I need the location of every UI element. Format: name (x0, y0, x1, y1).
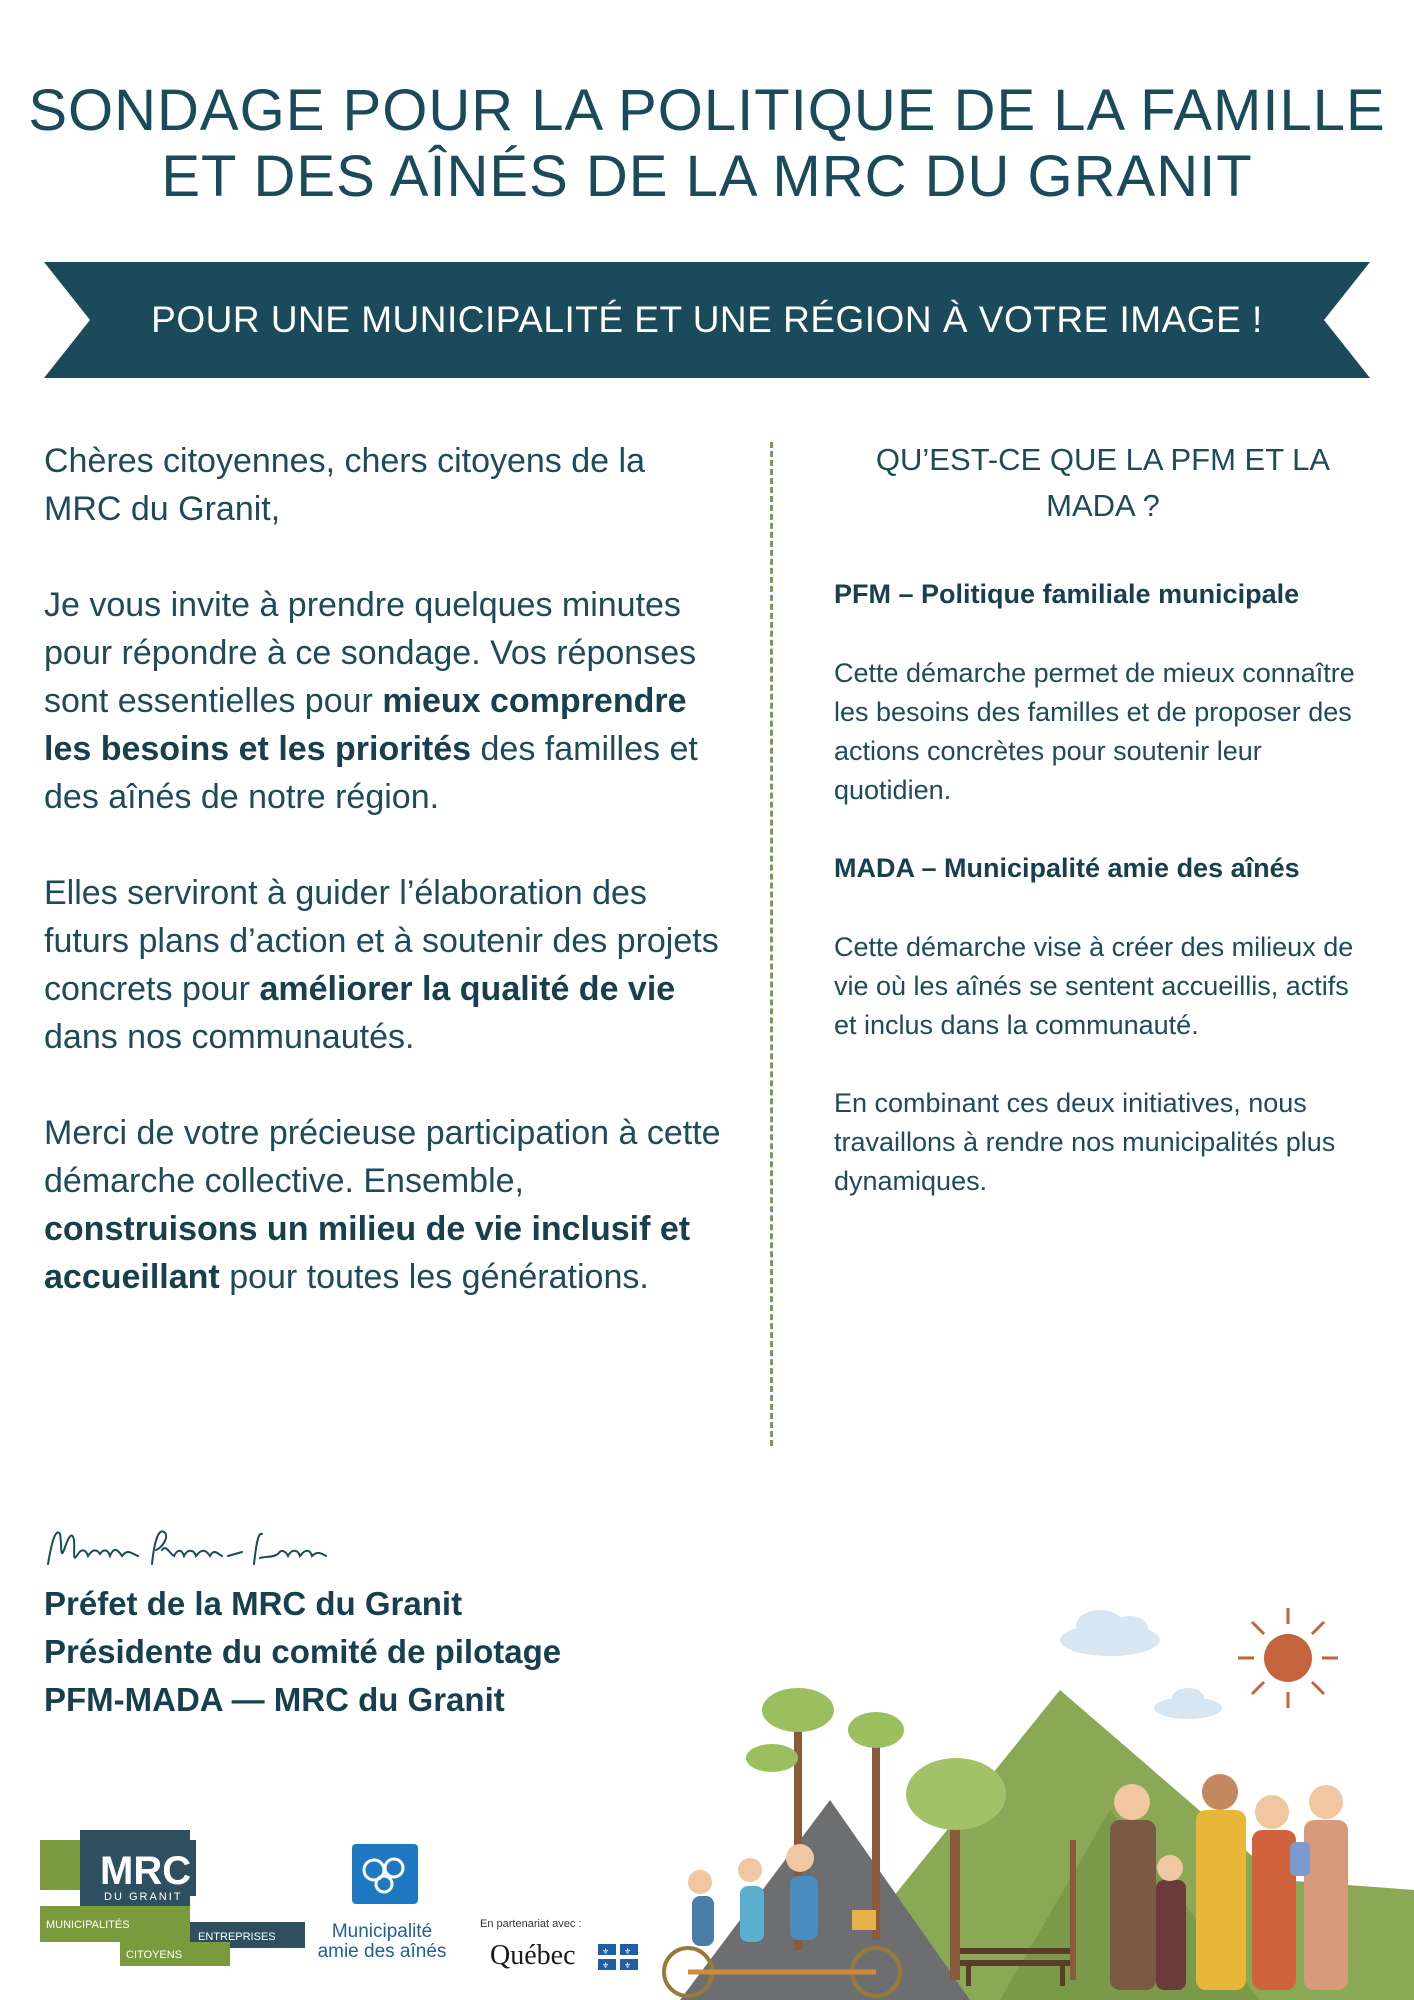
signature-block (44, 1580, 561, 1724)
greeting: Chères citoyennes, chers citoyens de la MRC du Granit, (44, 442, 645, 528)
mada-line-2: amie des aînés (317, 1941, 447, 1962)
paragraph-2 (44, 869, 724, 1061)
mada-text: Cette démarche vise à créer des milieux de vie où les aînés se sentent accueillis, actifs et inclus dans la communauté. (834, 932, 1354, 1040)
handwritten-signature (42, 1520, 442, 1582)
mrc-tag-municipalites: MUNICIPALITÉS (46, 1919, 130, 1931)
page-title (0, 78, 1414, 210)
closing-text: En combinant ces deux initiatives, nous travaillons à rendre nos municipalités plus dynamiques. (834, 1088, 1336, 1196)
svg-text:⚜: ⚜ (624, 1947, 632, 1956)
slogan-banner (44, 262, 1370, 378)
mada-title: MADA – Municipalité amie des aînés (834, 853, 1300, 883)
info-column (834, 437, 1374, 1240)
families-landscape-illustration (640, 1580, 1414, 2000)
partner-label: En partenariat avec : (480, 1918, 582, 1930)
mrc-wordmark: MRC (100, 1849, 192, 1893)
column-divider (770, 442, 773, 1446)
title-line-2: ET DES AÎNÉS DE LA MRC DU GRANIT (161, 144, 1253, 209)
mada-line-1: Municipalité (331, 1921, 433, 1942)
banner-text: POUR UNE MUNICIPALITÉ ET UNE RÉGION À VOTRE IMAGE ! (151, 299, 1263, 340)
p1-bold: mieux comprendre les besoins et les priorités (44, 682, 687, 768)
svg-text:⚜: ⚜ (602, 1947, 610, 1956)
quebec-partner-logo (480, 1918, 650, 1978)
quebec-wordmark: Québec (490, 1940, 576, 1971)
mrc-du-granit-logo (40, 1830, 305, 1980)
info-heading: QU’EST-CE QUE LA PFM ET LA MADA ? (875, 442, 1331, 523)
paragraph-1 (44, 581, 724, 821)
mrc-subtitle: DU GRANIT (104, 1891, 183, 1903)
title-line-1: SONDAGE POUR LA POLITIQUE DE LA FAMILLE (28, 78, 1386, 143)
quebec-flag-icon (598, 1944, 638, 1970)
svg-text:⚜: ⚜ (624, 1961, 632, 1970)
paragraph-3 (44, 1109, 724, 1301)
p2-text-c: dans nos communautés. (44, 1018, 415, 1056)
signer-title-1: Préfet de la MRC du Granit (44, 1585, 463, 1622)
signer-title-3: PFM-MADA — MRC du Granit (44, 1681, 505, 1718)
mada-label (312, 1922, 452, 1962)
p3-text-c: pour toutes les générations. (219, 1258, 649, 1296)
mrc-tag-entreprises: ENTREPRISES (198, 1931, 276, 1943)
pfm-text: Cette démarche permet de mieux connaître les besoins des familles et de proposer des actions concrètes pour soutenir leur quotidien. (834, 658, 1355, 805)
p3-bold: construisons un milieu de vie inclusif et accueillant (44, 1210, 691, 1296)
svg-text:⚜: ⚜ (602, 1961, 610, 1970)
p2-text-a: Elles serviront à guider l’élaboration des futurs plans d’action et à soutenir des projets concrets pour (44, 874, 719, 1008)
signer-title-2: Présidente du comité de pilotage (44, 1633, 562, 1670)
p3-text-a: Merci de votre précieuse participation à cette démarche collective. Ensemble, (44, 1114, 721, 1200)
sun-icon (1264, 1634, 1312, 1682)
p1-text-c: des familles et des aînés de notre région. (44, 730, 698, 816)
p1-text-a: Je vous invite à prendre quelques minutes pour répondre à ce sondage. Vos réponses sont essentielles pour (44, 586, 697, 720)
pfm-title: PFM – Politique familiale municipale (834, 579, 1300, 609)
message-column (44, 437, 724, 1349)
family-group (1110, 1774, 1348, 1990)
cloud-icon (1060, 1610, 1222, 1719)
p2-bold: améliorer la qualité de vie (259, 970, 676, 1008)
partner-logos (40, 1830, 660, 1980)
mrc-tag-citoyens: CITOYENS (126, 1949, 183, 1961)
